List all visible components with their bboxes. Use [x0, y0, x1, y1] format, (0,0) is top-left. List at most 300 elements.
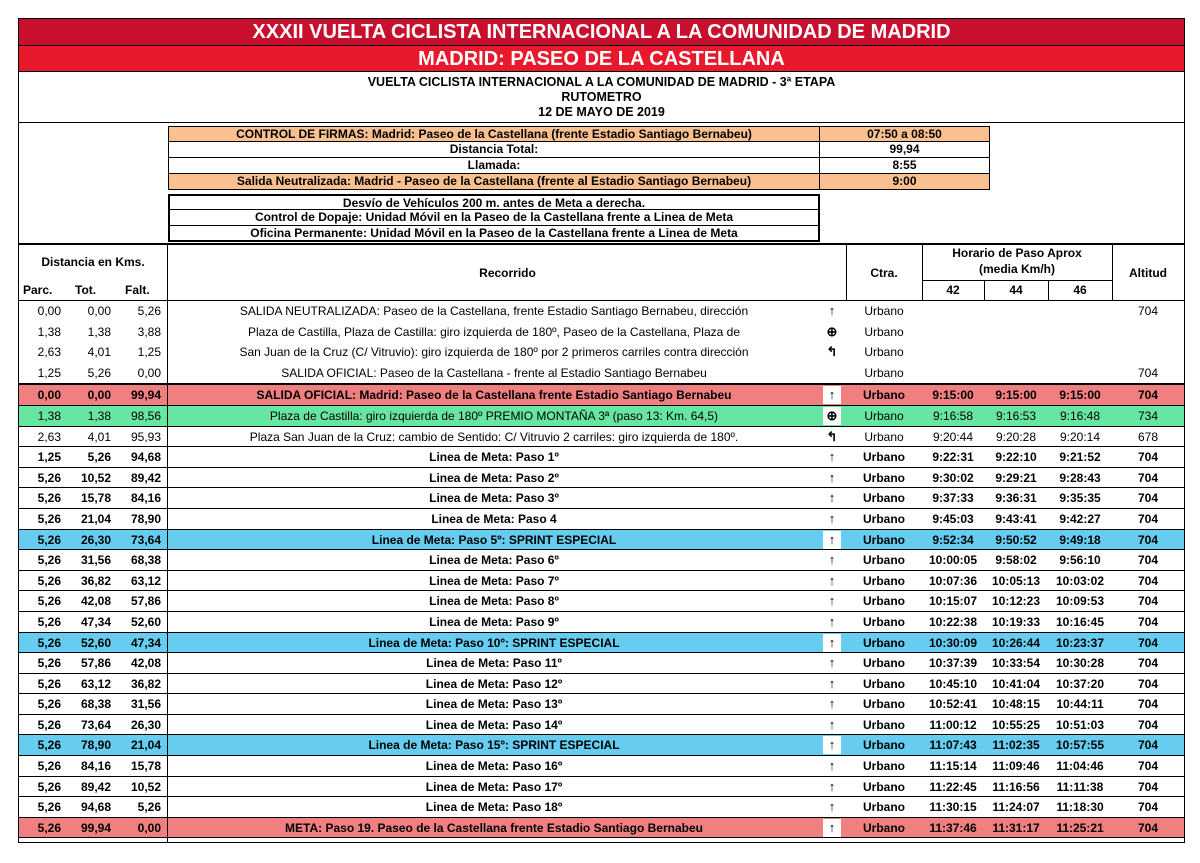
cell-t44: 11:16:56 [992, 779, 1040, 794]
cell-t44: 11:02:35 [992, 738, 1040, 753]
cell-rec: Linea de Meta: Paso 8º [429, 594, 559, 609]
cell-t44: 11:24:07 [992, 800, 1040, 815]
cell-falt: 78,90 [130, 511, 161, 526]
cell-tot: 26,30 [80, 532, 111, 547]
cell-ctra: Urbano [863, 676, 905, 691]
cell-t44: 9:58:02 [995, 553, 1037, 568]
cell-falt: 3,88 [137, 324, 161, 339]
cell-t46: 11:04:46 [1056, 759, 1104, 774]
cell-rec: Plaza San Juan de la Cruz: cambio de Sentido: C/ Vitruvio 2 carriles: giro izquierda de 180º. [249, 429, 739, 444]
cell-ctra: Urbano [863, 656, 905, 671]
cell-tot: 84,16 [80, 759, 111, 774]
cell-rec: Linea de Meta: Paso 4 [431, 511, 557, 526]
straight-arrow-icon: ↑ [823, 469, 841, 487]
info-row-distancia [168, 142, 990, 158]
cell-ctra: Urbano [863, 738, 905, 753]
cell-t42: 11:30:15 [929, 800, 977, 815]
cell-alt: 704 [1137, 656, 1159, 671]
cell-t46: 11:11:38 [1056, 779, 1104, 794]
cell-falt: 42,08 [130, 656, 161, 671]
note-desvio: Desvío de Vehículos 200 m. antes de Meta a derecha. [168, 194, 820, 210]
cell-t42: 9:30:02 [932, 470, 974, 485]
col-divider [1112, 245, 1113, 301]
cell-parc: 5,26 [37, 553, 61, 568]
cell-alt: 704 [1137, 450, 1159, 465]
u-turn-icon: ↰ [823, 428, 841, 446]
cell-tot: 36,82 [80, 573, 111, 588]
cell-ctra: Urbano [864, 429, 904, 444]
table-row [19, 674, 1184, 695]
table-row [19, 612, 1184, 633]
cell-parc: 5,26 [37, 511, 61, 526]
cell-tot: 0,00 [87, 388, 111, 403]
cell-tot: 47,34 [80, 614, 111, 629]
cell-rec: Linea de Meta: Paso 18º [425, 800, 563, 815]
cell-falt: 0,00 [137, 365, 161, 380]
straight-arrow-icon: ↑ [823, 736, 841, 754]
cell-parc: 5,26 [37, 738, 61, 753]
cell-t44: 10:55:25 [991, 717, 1041, 732]
cell-rec: Plaza de Castilla: giro izquierda de 180º PREMIO MONTAÑA 3ª (paso 13: Km. 64,5) [269, 408, 719, 423]
cell-t44: 9:22:10 [995, 450, 1037, 465]
cell-tot: 4,01 [87, 345, 111, 360]
info-value: 9:00 [820, 174, 990, 190]
cell-falt: 1,25 [137, 345, 161, 360]
cell-rec: SALIDA OFICIAL: Madrid: Paseo de la Castellana frente Estadio Santiago Bernabeu [256, 388, 732, 403]
col-divider [984, 281, 985, 301]
cell-parc: 0,00 [37, 388, 61, 403]
cell-ctra: Urbano [864, 304, 904, 318]
cell-rec: Linea de Meta: Paso 1º [429, 450, 559, 465]
straight-arrow-icon: ↑ [823, 510, 841, 528]
header-parc: Parc. [23, 283, 53, 297]
cell-ctra: Urbano [863, 470, 905, 485]
cell-t46: 9:15:00 [1059, 388, 1101, 403]
straight-arrow-icon: ↑ [823, 757, 841, 775]
cell-parc: 5,26 [37, 635, 61, 650]
cell-parc: 5,26 [37, 470, 61, 485]
cell-parc: 0,00 [37, 304, 61, 318]
cell-t42: 10:15:07 [928, 594, 978, 609]
cell-tot: 1,38 [87, 324, 111, 339]
cell-rec: Linea de Meta: Paso 6º [429, 553, 559, 568]
header-altitud: Altitud [1129, 266, 1167, 280]
cell-t44: 11:31:17 [992, 820, 1040, 835]
cell-ctra: Urbano [863, 717, 905, 732]
cell-t46: 11:25:21 [1056, 820, 1104, 835]
cell-alt [1112, 322, 1184, 343]
cell-parc: 5,26 [37, 573, 61, 588]
cell-t42: 10:22:38 [928, 614, 978, 629]
cell-falt: 5,26 [137, 800, 161, 815]
cell-t46: 10:03:02 [1055, 573, 1105, 588]
cell-alt: 704 [1137, 470, 1159, 485]
header-bottom-rule [19, 300, 1184, 301]
cell-alt: 704 [1137, 738, 1159, 753]
cell-t42: 9:22:31 [932, 450, 974, 465]
cell-parc: 1,25 [37, 365, 61, 380]
cell-falt: 95,93 [130, 429, 161, 444]
cell-t46: 9:42:27 [1059, 511, 1101, 526]
cell-tot: 5,26 [87, 450, 111, 465]
cell-falt: 52,60 [130, 614, 161, 629]
cell-tot: 57,86 [80, 656, 111, 671]
info-label: Salida Neutralizada: Madrid - Paseo de la Castellana (frente al Estadio Santiago Bernabeu) [168, 174, 820, 190]
table-row [19, 633, 1184, 654]
cell-alt: 704 [1137, 820, 1159, 835]
table-row [19, 653, 1184, 674]
info-value: 07:50 a 08:50 [820, 126, 990, 142]
cell-parc: 5,26 [37, 697, 61, 712]
header-tot: Tot. [75, 283, 97, 297]
stage-subheading [19, 72, 1184, 123]
straight-arrow-icon: ↑ [823, 592, 841, 610]
cell-tot: 63,12 [80, 676, 111, 691]
cell-ctra: Urbano [863, 594, 905, 609]
cell-parc: 5,26 [37, 759, 61, 774]
cell-parc: 1,38 [37, 324, 61, 339]
header-distance [19, 245, 167, 301]
cell-ctra: Urbano [863, 450, 905, 465]
straight-arrow-icon: ↑ [823, 489, 841, 507]
race-title: XXXII VUELTA CICLISTA INTERNACIONAL A LA COMUNIDAD DE MADRID [19, 19, 1184, 46]
cell-ctra: Urbano [863, 800, 905, 815]
col-divider [922, 245, 923, 301]
cell-falt: 47,34 [130, 635, 161, 650]
cell-tot: 4,01 [87, 429, 111, 444]
header-horario-label: Horario de Paso Aprox [952, 246, 1082, 260]
straight-arrow-icon: ↑ [823, 386, 841, 404]
cell-ctra: Urbano [863, 820, 905, 835]
cell-t46: 9:56:10 [1059, 553, 1101, 568]
cell-rec: Linea de Meta: Paso 10º: SPRINT ESPECIAL [368, 635, 620, 650]
cell-t44: 9:29:21 [995, 470, 1037, 485]
cell-t46: 11:18:30 [1056, 800, 1104, 815]
u-turn-icon: ↰ [823, 343, 841, 361]
cell-t46: 10:44:11 [1056, 697, 1104, 712]
cell-ctra: Urbano [863, 553, 905, 568]
cell-alt: 734 [1137, 408, 1159, 423]
cell-t46: 9:28:43 [1059, 470, 1101, 485]
cell-falt: 99,94 [130, 388, 161, 403]
header-ctra: Ctra. [870, 266, 898, 280]
cell-falt: 68,38 [130, 553, 161, 568]
header-distance-label: Distancia en Kms. [41, 255, 145, 269]
stage-location-title: MADRID: PASEO DE LA CASTELLANA [19, 46, 1184, 72]
cell-t42: 10:00:05 [928, 553, 978, 568]
header-media-label: (media Km/h) [978, 262, 1055, 276]
cell-falt: 36,82 [130, 676, 161, 691]
info-value: 8:55 [820, 158, 990, 174]
cell-rec: Linea de Meta: Paso 7º [429, 573, 559, 588]
cell-t44: 9:36:31 [995, 491, 1037, 506]
table-row [19, 342, 1184, 363]
cell-t44: 9:15:00 [995, 388, 1037, 403]
cell-falt: 63,12 [130, 573, 161, 588]
cell-alt: 704 [1137, 676, 1159, 691]
cell-alt: 704 [1137, 697, 1159, 712]
cell-t44: 10:48:15 [991, 697, 1041, 712]
cell-t42: 9:15:00 [932, 388, 974, 403]
cell-t44: 9:16:53 [995, 408, 1037, 423]
cell-t46: 9:21:52 [1059, 450, 1101, 465]
cell-t46: 10:23:37 [1055, 635, 1105, 650]
roundabout-icon: ⊕ [823, 407, 841, 425]
cell-parc: 5,26 [37, 820, 61, 835]
straight-arrow-icon: ↑ [823, 819, 841, 837]
cell-ctra: Urbano [863, 759, 905, 774]
cell-t44: 10:05:13 [991, 573, 1041, 588]
info-value: 99,94 [820, 142, 990, 158]
cell-rec: Plaza de Castilla, Plaza de Castilla: giro izquierda de 180º, Paseo de la Castellana, Plaza de [247, 324, 740, 339]
cell-t42: 10:37:39 [928, 656, 978, 671]
cell-ctra: Urbano [863, 388, 905, 403]
table-row [19, 385, 1184, 406]
note-oficina: Oficina Permanente: Unidad Móvil en la Paseo de la Castellana frente a Linea de Meta [168, 226, 820, 242]
cell-parc: 5,26 [37, 779, 61, 794]
cell-tot: 42,08 [80, 594, 111, 609]
route-table [19, 301, 1184, 838]
cell-falt: 84,16 [130, 491, 161, 506]
cell-ctra: Urbano [863, 491, 905, 506]
table-row [19, 488, 1184, 509]
cell-t42: 10:52:41 [928, 697, 978, 712]
cell-t46: 10:30:28 [1055, 656, 1105, 671]
table-row [19, 571, 1184, 592]
cell-ctra: Urbano [863, 573, 905, 588]
subhead-line-3: 12 DE MAYO DE 2019 [538, 105, 665, 119]
cell-t44: 10:33:54 [991, 656, 1041, 671]
info-row-control-firmas [168, 126, 990, 142]
schedule-info-box [168, 126, 990, 190]
cell-ctra: Urbano [864, 345, 904, 360]
roundabout-icon: ⊕ [823, 323, 841, 341]
straight-arrow-icon: ↑ [823, 448, 841, 466]
cell-t46: 10:37:20 [1055, 676, 1105, 691]
cell-ctra: Urbano [864, 324, 904, 339]
col-divider [167, 245, 168, 843]
cell-alt: 704 [1137, 304, 1159, 318]
cell-falt: 89,42 [130, 470, 161, 485]
header-horario [922, 245, 1112, 301]
cell-t42: 11:22:45 [929, 779, 977, 794]
cell-t46: 10:57:55 [1055, 738, 1105, 753]
cell-ctra: Urbano [864, 408, 904, 423]
cell-tot: 10,52 [80, 470, 111, 485]
straight-arrow-icon: ↑ [823, 531, 841, 549]
cell-parc: 2,63 [37, 345, 61, 360]
cell-t42: 11:00:12 [929, 717, 977, 732]
cell-falt: 5,26 [137, 304, 161, 318]
info-label: Distancia Total: [168, 142, 820, 158]
cell-t46: 9:20:14 [1059, 429, 1101, 444]
cell-t44: 11:09:46 [992, 759, 1040, 774]
table-row [19, 530, 1184, 551]
cell-parc: 5,26 [37, 491, 61, 506]
cell-rec: META: Paso 19. Paseo de la Castellana frente Estadio Santiago Bernabeu [285, 820, 703, 835]
cell-parc: 5,26 [37, 676, 61, 691]
cell-falt: 98,56 [130, 408, 161, 423]
cell-falt: 73,64 [130, 532, 161, 547]
header-speed-44: 44 [1009, 283, 1023, 297]
cell-ctra: Urbano [863, 697, 905, 712]
cell-tot: 78,90 [80, 738, 111, 753]
table-row [19, 509, 1184, 530]
route-sheet [18, 18, 1185, 843]
cell-rec: Linea de Meta: Paso 5º: SPRINT ESPECIAL [371, 532, 617, 547]
cell-tot: 21,04 [80, 511, 111, 526]
cell-t44: 10:12:23 [991, 594, 1041, 609]
cell-rec: Linea de Meta: Paso 2º [429, 470, 559, 485]
cell-parc: 5,26 [37, 717, 61, 732]
cell-parc: 2,63 [37, 429, 61, 444]
cell-alt: 704 [1137, 573, 1159, 588]
table-row [19, 468, 1184, 489]
cell-t46: 10:51:03 [1055, 717, 1105, 732]
cell-rec: Linea de Meta: Paso 13º [425, 697, 563, 712]
cell-t42: 11:37:46 [929, 820, 977, 835]
cell-rec: Linea de Meta: Paso 11º [426, 656, 562, 671]
cell-t46: 9:35:35 [1059, 491, 1101, 506]
cell-tot: 1,38 [87, 408, 111, 423]
info-label: CONTROL DE FIRMAS: Madrid: Paseo de la Castellana (frente Estadio Santiago Bernabeu) [168, 126, 820, 142]
cell-ctra: Urbano [863, 614, 905, 629]
cell-t44: 10:41:04 [991, 676, 1041, 691]
cell-alt: 704 [1137, 594, 1159, 609]
table-row [19, 818, 1184, 839]
cell-rec: Linea de Meta: Paso 12º [425, 676, 563, 691]
straight-arrow-icon: ↑ [823, 654, 841, 672]
cell-parc: 1,25 [37, 450, 61, 465]
cell-alt: 704 [1137, 800, 1159, 815]
cell-t42: 11:15:14 [929, 759, 977, 774]
cell-t42: 9:52:34 [932, 532, 974, 547]
cell-falt: 10,52 [130, 779, 161, 794]
cell-ctra: Urbano [863, 511, 905, 526]
straight-arrow-icon: ↑ [823, 634, 841, 652]
cell-parc: 5,26 [37, 594, 61, 609]
cell-tot: 94,68 [80, 800, 111, 815]
cell-t42: 10:45:10 [928, 676, 978, 691]
cell-tot: 31,56 [80, 553, 111, 568]
cell-alt: 704 [1137, 614, 1159, 629]
straight-arrow-icon: ↑ [823, 716, 841, 734]
cell-alt: 704 [1137, 491, 1159, 506]
cell-rec: Linea de Meta: Paso 3º [429, 491, 559, 506]
cell-alt: 704 [1137, 635, 1159, 650]
cell-t44: 9:43:41 [995, 511, 1037, 526]
cell-alt: 704 [1137, 779, 1159, 794]
cell-t42: 10:30:09 [928, 635, 978, 650]
cell-alt [1112, 342, 1184, 363]
cell-parc: 5,26 [37, 532, 61, 547]
cell-parc: 5,26 [37, 800, 61, 815]
straight-arrow-icon: ↑ [823, 572, 841, 590]
cell-t44: 9:50:52 [995, 532, 1037, 547]
table-row [19, 715, 1184, 736]
cell-tot: 15,78 [80, 491, 111, 506]
cell-ctra: Urbano [863, 635, 905, 650]
cell-rec: Linea de Meta: Paso 9º [429, 614, 559, 629]
table-row [19, 363, 1184, 384]
notes-box [168, 194, 820, 242]
cell-alt: 704 [1137, 759, 1159, 774]
subhead-line-1: VUELTA CICLISTA INTERNACIONAL A LA COMUNIDAD DE MADRID - 3ª ETAPA [367, 75, 836, 89]
cell-rec: SALIDA OFICIAL: Paseo de la Castellana - frente al Estadio Santiago Bernabeu [281, 365, 707, 380]
header-speed-46: 46 [1073, 283, 1087, 297]
table-row [19, 427, 1184, 448]
cell-t46: 9:49:18 [1059, 532, 1101, 547]
info-label: Llamada: [168, 158, 820, 174]
cell-falt: 0,00 [137, 820, 161, 835]
cell-tot: 89,42 [80, 779, 111, 794]
cell-t44: 10:19:33 [991, 614, 1041, 629]
cell-tot: 99,94 [80, 820, 111, 835]
table-row [19, 756, 1184, 777]
table-row [19, 301, 1184, 322]
cell-parc: 5,26 [37, 614, 61, 629]
table-row [19, 550, 1184, 571]
cell-alt: 704 [1137, 365, 1159, 380]
straight-arrow-icon: ↑ [823, 778, 841, 796]
cell-t42: 11:07:43 [929, 738, 977, 753]
header-speed-42: 42 [946, 283, 960, 297]
cell-tot: 5,26 [87, 365, 111, 380]
cell-t42: 9:16:58 [932, 408, 974, 423]
cell-falt: 21,04 [130, 738, 161, 753]
info-row-salida-neutralizada [168, 174, 990, 190]
cell-alt: 678 [1137, 429, 1159, 444]
cell-t42: 9:37:33 [932, 491, 974, 506]
cell-ctra: Urbano [863, 779, 905, 794]
table-row [19, 777, 1184, 798]
cell-rec: Linea de Meta: Paso 17º [425, 779, 563, 794]
straight-arrow-icon: ↑ [823, 695, 841, 713]
header-recorrido: Recorrido [479, 266, 536, 280]
cell-parc: 5,26 [37, 656, 61, 671]
cell-falt: 26,30 [130, 717, 161, 732]
cell-falt: 31,56 [130, 697, 161, 712]
cell-tot: 73,64 [80, 717, 111, 732]
cell-alt: 704 [1137, 717, 1159, 732]
cell-rec: San Juan de la Cruz (C/ Vitruvio): giro izquierda de 180º por 2 primeros carriles contra dirección [239, 345, 749, 360]
note-control-dopaje: Control de Dopaje: Unidad Móvil en la Paseo de la Castellana frente a Linea de Meta [168, 210, 820, 226]
cell-alt: 704 [1137, 532, 1159, 547]
straight-arrow-icon: ↑ [823, 613, 841, 631]
col-divider [1048, 281, 1049, 301]
cell-ctra: Urbano [863, 532, 905, 547]
cell-alt: 704 [1137, 553, 1159, 568]
cell-falt: 94,68 [130, 450, 161, 465]
cell-t42: 9:20:44 [932, 429, 974, 444]
straight-arrow-icon: ↑ [823, 302, 841, 320]
cell-rec: Linea de Meta: Paso 14º [425, 717, 563, 732]
info-row-llamada [168, 158, 990, 174]
cell-t44: 9:20:28 [995, 429, 1037, 444]
cell-falt: 57,86 [130, 594, 161, 609]
cell-t44: 10:26:44 [991, 635, 1041, 650]
table-row [19, 797, 1184, 818]
table-row [19, 322, 1184, 343]
cell-tot: 68,38 [80, 697, 111, 712]
straight-arrow-icon: ↑ [823, 551, 841, 569]
cell-ctra: Urbano [864, 365, 904, 380]
cell-parc: 1,38 [37, 408, 61, 423]
col-divider [846, 245, 847, 301]
cell-alt: 704 [1137, 388, 1159, 403]
cell-t42: 10:07:36 [928, 573, 978, 588]
cell-t42: 9:45:03 [932, 511, 974, 526]
